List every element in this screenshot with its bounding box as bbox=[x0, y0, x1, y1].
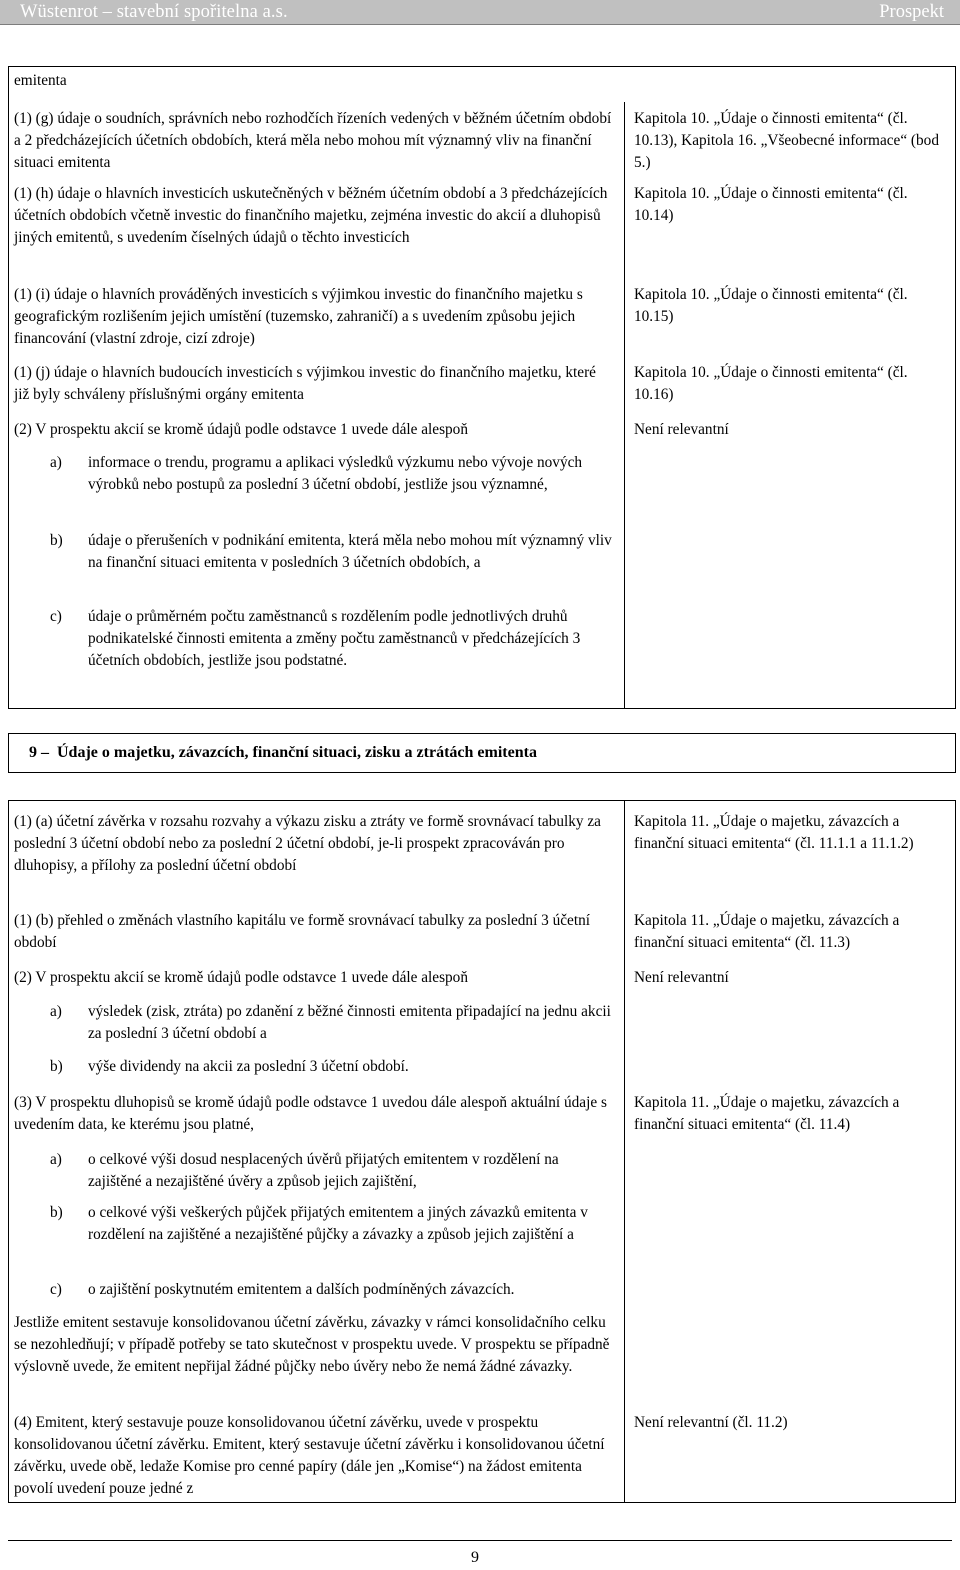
column-divider bbox=[624, 800, 625, 1503]
reference-1g: Kapitola 10. „Údaje o činnosti emitenta“ (čl. 10.13), Kapitola 16. „Všeobecné informace“ (bod 5.) bbox=[634, 110, 939, 171]
list-text: o celkové výši veškerých půjček přijatých emitentem a jiných závazků emitenta v rozdělení na zajištěné a nezajištěné půjčky a závazky a způsob jejich zajištění a bbox=[88, 1204, 588, 1243]
section-heading bbox=[8, 733, 956, 773]
requirement-9-4: (4) Emitent, který sestavuje pouze konsolidovanou účetní závěrku, uvede v prospektu konsolidovanou účetní závěrku. Emitent, který sestavuje účetní závěrku i konsolidovanou účetní závěrku, uvede obě, ledaže Komise pro cenné papíry (dále jen „Komise“) na žádost emitenta povolí uvedení pouze jedné z bbox=[14, 1414, 605, 1497]
list-text: o zajištění poskytnutém emitentem a dalších podmíněných závazcích. bbox=[88, 1281, 515, 1298]
requirement-1i: (1) (i) údaje o hlavních prováděných investicích s výjimkou investic do finančního majetku s geografickým rozlišením jejich umístění (tuzemsko, zahraničí) a s uvedením způsobu jejich financování (vlastní zdroje, cizí zdroje) bbox=[14, 286, 583, 347]
footer-rule bbox=[8, 1540, 952, 1541]
reference-1h: Kapitola 10. „Údaje o činnosti emitenta“ (čl. 10.14) bbox=[634, 185, 908, 224]
column-divider bbox=[624, 102, 625, 709]
reference-9-1a: Kapitola 11. „Údaje o majetku, závazcích a finanční situaci emitenta“ (čl. 11.1.1 a 11.1.2) bbox=[634, 813, 914, 852]
page-number: 9 bbox=[471, 1549, 479, 1566]
reference-9-1b: Kapitola 11. „Údaje o majetku, závazcích a finanční situaci emitenta“ (čl. 11.3) bbox=[634, 912, 900, 951]
section-number: 9 bbox=[29, 744, 37, 761]
section-heading-text: 9 – Údaje o majetku, závazcích, finanční situaci, zisku a ztrátách emitenta bbox=[29, 744, 537, 761]
list-text: údaje o přerušeních v podnikání emitenta, která měla nebo mohou mít významný vliv na finanční situaci emitenta v posledních 3 účetních obdobích, a bbox=[88, 532, 612, 571]
reference-1j: Kapitola 10. „Údaje o činnosti emitenta“ (čl. 10.16) bbox=[634, 364, 908, 403]
section-1-top-label: emitenta bbox=[14, 72, 67, 89]
list-letter: a) bbox=[50, 454, 62, 471]
list-text: výše dividendy na akcii za poslední 3 účetní období. bbox=[88, 1058, 409, 1075]
requirement-1j: (1) (j) údaje o hlavních budoucích investicích s výjimkou investic do finančního majetku, které již byly schváleny příslušnými orgány emitenta bbox=[14, 364, 596, 403]
requirement-9-1a: (1) (a) účetní závěrka v rozsahu rozvahy a výkazu zisku a ztráty ve formě srovnávací tabulky za poslední 3 účetní období nebo za poslední 2 účetní období, je-li prospekt zpracováván pro dluhopisy, a přílohy za poslední účetní období bbox=[14, 813, 601, 874]
reference-9-4: Není relevantní (čl. 11.2) bbox=[634, 1414, 788, 1431]
requirement-2: (2) V prospektu akcií se kromě údajů podle odstavce 1 uvede dále alespoň bbox=[14, 421, 468, 438]
list-letter: b) bbox=[50, 532, 63, 549]
list-letter: c) bbox=[50, 608, 62, 625]
requirement-9-2: (2) V prospektu akcií se kromě údajů podle odstavce 1 uvede dále alespoň bbox=[14, 969, 468, 986]
list-item bbox=[14, 1056, 612, 1078]
list-text: informace o trendu, programu a aplikaci výsledků výzkumu nebo vývoje nových výrobků nebo postupů za poslední 3 účetní období, jestliže jsou významné, bbox=[88, 454, 583, 493]
section-title: Údaje o majetku, závazcích, finanční situaci, zisku a ztrátách emitenta bbox=[57, 744, 537, 761]
list-letter: a) bbox=[50, 1003, 62, 1020]
reference-2: Není relevantní bbox=[634, 421, 729, 438]
requirement-9-3: (3) V prospektu dluhopisů se kromě údajů podle odstavce 1 uvedou dále alespoň aktuální údaje s uvedením data, ke kterému jsou platné, bbox=[14, 1094, 607, 1133]
list-letter: a) bbox=[50, 1151, 62, 1168]
list-text: o celkové výši dosud nesplacených úvěrů přijatých emitentem v rozdělení na zajištěné a nezajištěné úvěry a způsob jejich zajištění, bbox=[88, 1151, 559, 1190]
list-letter: c) bbox=[50, 1281, 62, 1298]
header-doc-title: Prospekt bbox=[879, 2, 944, 22]
list-item bbox=[14, 1202, 612, 1246]
header-company: Wüstenrot – stavební spořitelna a.s. bbox=[20, 2, 288, 22]
list-letter: b) bbox=[50, 1058, 63, 1075]
list-item bbox=[14, 1001, 612, 1045]
list-item bbox=[14, 606, 612, 672]
list-item bbox=[14, 530, 612, 574]
requirement-1h: (1) (h) údaje o hlavních investicích uskutečněných v běžném účetním období a 3 předcházejících účetních obdobích včetně investic do finančního majetku, zejména investic do akcií a dluhopisů jiných emitentů, s uvedením číselných údajů o těchto investicích bbox=[14, 185, 608, 246]
reference-9-2: Není relevantní bbox=[634, 969, 729, 986]
document-header bbox=[0, 0, 960, 25]
consolidation-note: Jestliže emitent sestavuje konsolidovanou účetní závěrku, závazky v rámci konsolidačního celku se nezohledňují; v případě potřeby se tato skutečnost v prospektu uvede. V prospektu se případně výslovně uvede, že emitent nepřijal žádné půjčky nebo úvěry nebo že nemá žádné závazky. bbox=[14, 1314, 610, 1375]
list-text: údaje o průměrném počtu zaměstnanců s rozdělením podle jednotlivých druhů podnikatelské činnosti emitenta a změny počtu zaměstnanců v předcházejících 3 účetních obdobích, jestliže jsou podstatné. bbox=[88, 608, 581, 669]
list-letter: b) bbox=[50, 1204, 63, 1221]
list-text: výsledek (zisk, ztráta) po zdanění z běžné činnosti emitenta připadající na jednu akcii za poslední 3 účetní období a bbox=[88, 1003, 611, 1042]
list-item bbox=[14, 1279, 612, 1301]
requirement-1g: (1) (g) údaje o soudních, správních nebo rozhodčích řízeních vedených v běžném účetním období a 2 předcházejících účetních obdobích, která měla nebo mohou mít významný vliv na finanční situaci emitenta bbox=[14, 110, 612, 171]
list-item bbox=[14, 452, 612, 496]
reference-9-3: Kapitola 11. „Údaje o majetku, závazcích a finanční situaci emitenta“ (čl. 11.4) bbox=[634, 1094, 900, 1133]
reference-1i: Kapitola 10. „Údaje o činnosti emitenta“ (čl. 10.15) bbox=[634, 286, 908, 325]
list-item bbox=[14, 1149, 612, 1193]
requirement-9-1b: (1) (b) přehled o změnách vlastního kapitálu ve formě srovnávací tabulky za poslední 3 účetní období bbox=[14, 912, 590, 951]
